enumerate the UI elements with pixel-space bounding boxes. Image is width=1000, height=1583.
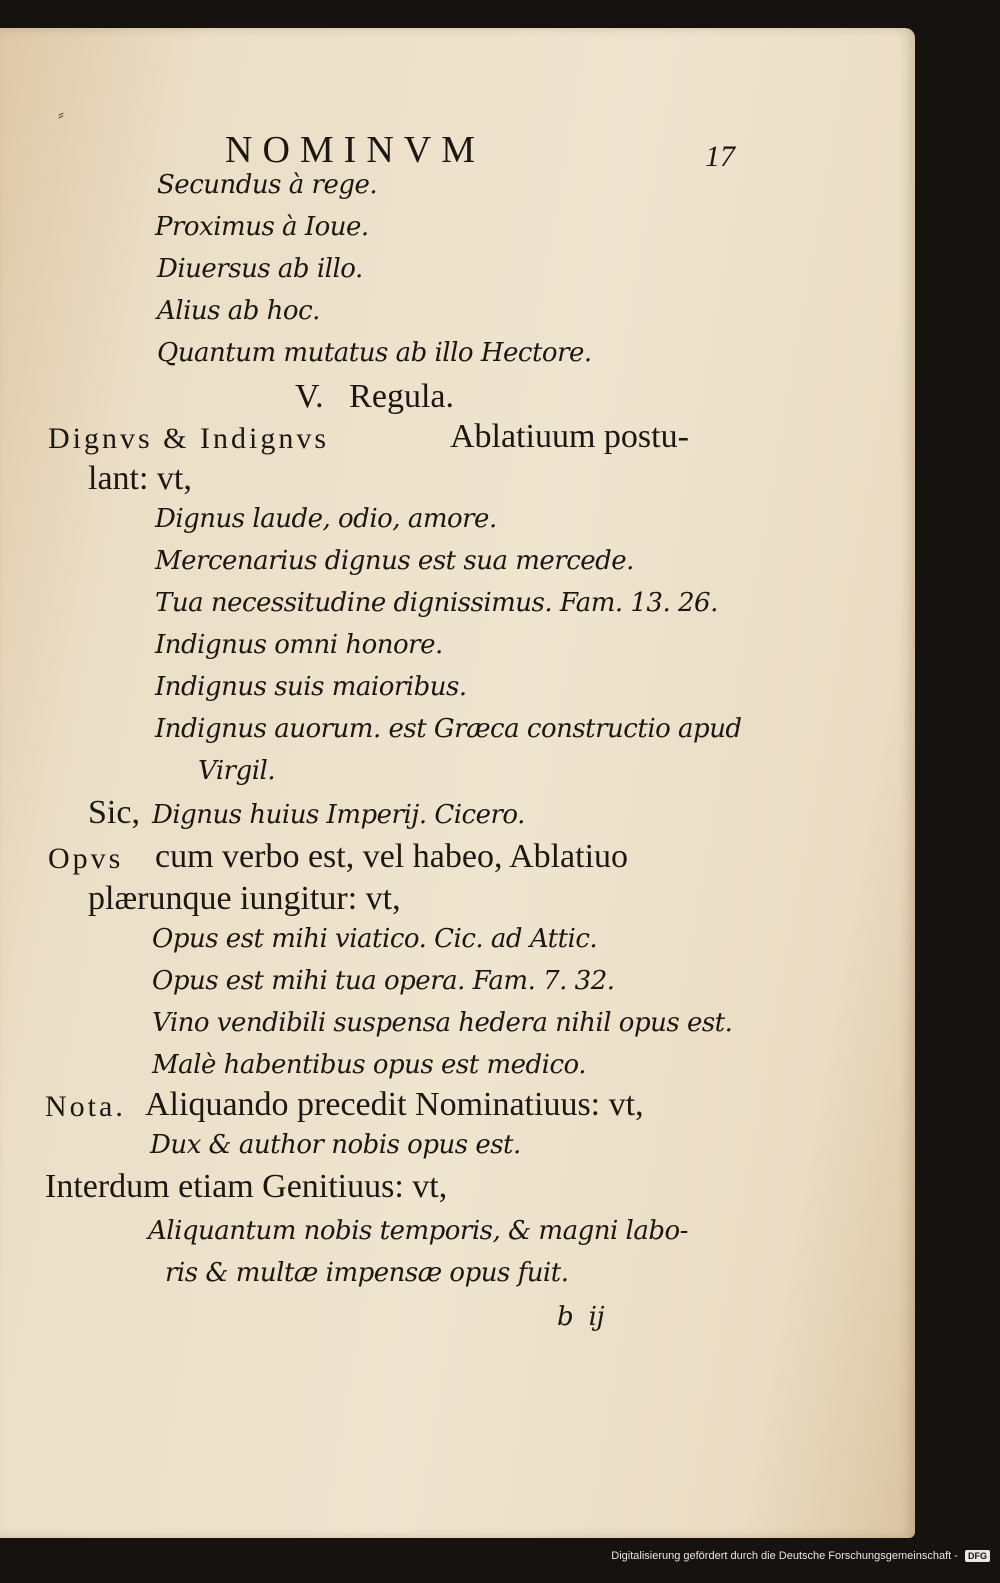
running-header: NOMINVM <box>225 129 485 171</box>
text-line: Dignus huius Imperij. Cicero. <box>152 800 525 830</box>
text-line: Diuersus ab illo. <box>157 254 363 284</box>
text-line: ris & multæ impensæ opus fuit. <box>165 1258 569 1288</box>
text-line: Mercenarius dignus est sua mercede. <box>155 546 634 576</box>
ink-mark: ⸗ <box>58 104 64 124</box>
text-line: Opus est mihi tua opera. Fam. 7. 32. <box>152 966 615 996</box>
text-line-smallcaps: Opvs <box>48 842 124 875</box>
text-line: Indignus auorum. est Græca constructio apud <box>155 714 742 744</box>
text-line: plærunque iungitur: vt, <box>88 880 401 917</box>
text-line: Ablatiuum postu- <box>450 418 689 455</box>
text-line: Aliquando precedit Nominatiuus: vt, <box>145 1086 644 1123</box>
signature-mark: b ij <box>557 1302 605 1332</box>
rule-heading: V. Regula. <box>295 378 454 415</box>
text-line: Indignus omni honore. <box>155 630 443 660</box>
text-line-smallcaps: Nota. <box>45 1090 126 1123</box>
text-line: Proximus à Ioue. <box>155 212 369 242</box>
text-line: Sic, <box>88 794 140 831</box>
text-line: lant: vt, <box>88 460 192 497</box>
footer <box>0 1550 990 1562</box>
text-line: Indignus suis maioribus. <box>155 672 467 702</box>
text-line: Dignus laude, odio, amore. <box>155 504 497 534</box>
text-line: Quantum mutatus ab illo Hectore. <box>157 338 592 368</box>
footer-credit: Digitalisierung gefördert durch die Deutsche Forschungsgemeinschaft - <box>611 1550 958 1562</box>
text-line: Interdum etiam Genitiuus: vt, <box>45 1168 448 1205</box>
page-number: 17 <box>705 140 735 173</box>
text-line: Alius ab hoc. <box>157 296 320 326</box>
text-line: Opus est mihi viatico. Cic. ad Attic. <box>152 924 598 954</box>
text-line: Aliquantum nobis temporis, & magni labo- <box>148 1216 688 1246</box>
text-line: Dux & author nobis opus est. <box>150 1130 521 1160</box>
text-line: Malè habentibus opus est medico. <box>152 1050 586 1080</box>
text-line: Secundus à rege. <box>157 170 378 200</box>
dfg-logo: DFG <box>965 1550 990 1562</box>
book-page <box>0 28 915 1538</box>
text-line-smallcaps: Dignvs & Indignvs <box>48 422 330 455</box>
text-line: Virgil. <box>198 756 276 786</box>
text-line: Tua necessitudine dignissimus. Fam. 13. 26. <box>155 588 718 618</box>
text-line: cum verbo est, vel habeo, Ablatiuo <box>155 838 629 875</box>
text-line: Vino vendibili suspensa hedera nihil opus est. <box>152 1008 733 1038</box>
